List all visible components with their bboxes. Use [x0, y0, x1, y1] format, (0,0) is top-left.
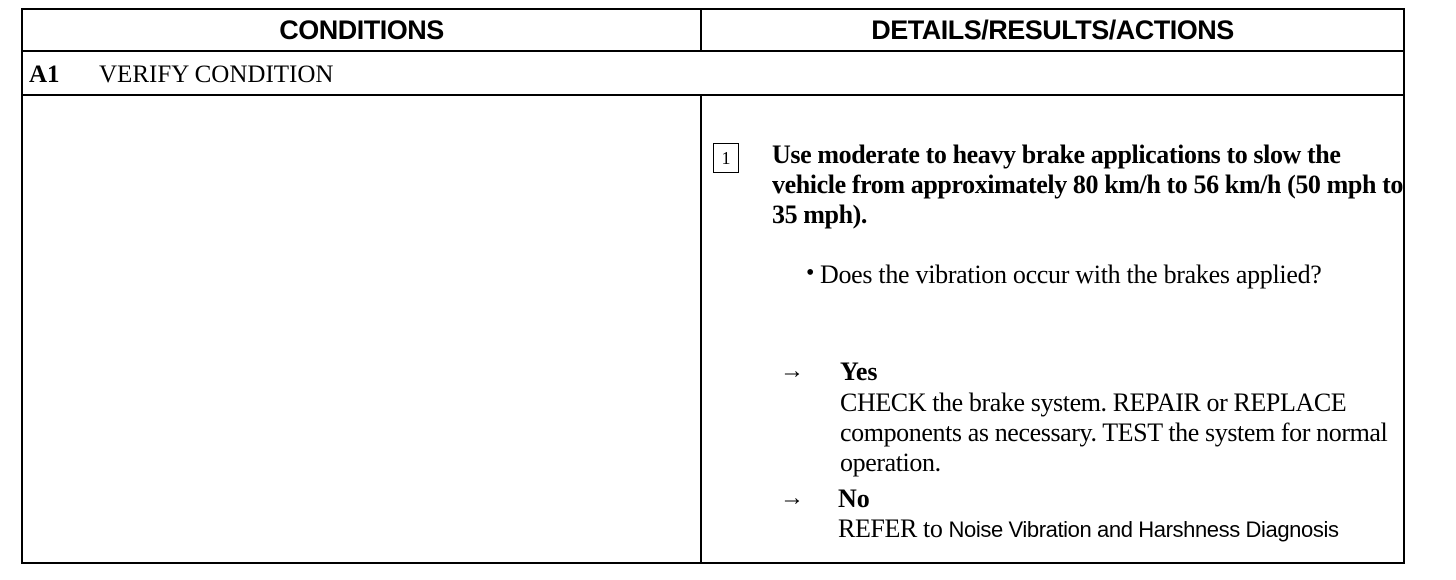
- section-title: VERIFY CONDITION: [99, 61, 334, 88]
- section-row: [23, 52, 1403, 96]
- no-arrow-icon: →: [780, 485, 804, 511]
- yes-label: Yes: [840, 357, 878, 386]
- details-results-actions-header: DETAILS/RESULTS/ACTIONS: [871, 14, 1234, 45]
- conditions-header: CONDITIONS: [23, 10, 702, 50]
- diagnostic-table: [21, 8, 1405, 564]
- no-action-reference: Noise Vibration and Harshness Diagnosis: [948, 517, 1339, 542]
- step-number-box: 1: [713, 143, 739, 173]
- step-instruction: Use moderate to heavy brake applications to slow the vehicle from approximately 80 km/h to 56 km/h (50 mph to 35 mph).: [772, 140, 1403, 229]
- section-id: A1: [29, 61, 60, 88]
- no-action-lead: REFER to: [838, 514, 943, 543]
- yes-action: CHECK the brake system. REPAIR or REPLACE components as necessary. TEST the system for normal operation.: [840, 388, 1388, 477]
- conditions-cell: [23, 96, 702, 562]
- table-header-row: [23, 10, 1403, 52]
- details-cell: [702, 96, 1403, 562]
- yes-arrow-icon: →: [780, 358, 804, 384]
- step-question: Does the vibration occur with the brakes applied?: [820, 260, 1322, 289]
- no-label: No: [838, 484, 870, 513]
- no-action: [838, 515, 1378, 544]
- bullet-icon: •: [806, 260, 815, 286]
